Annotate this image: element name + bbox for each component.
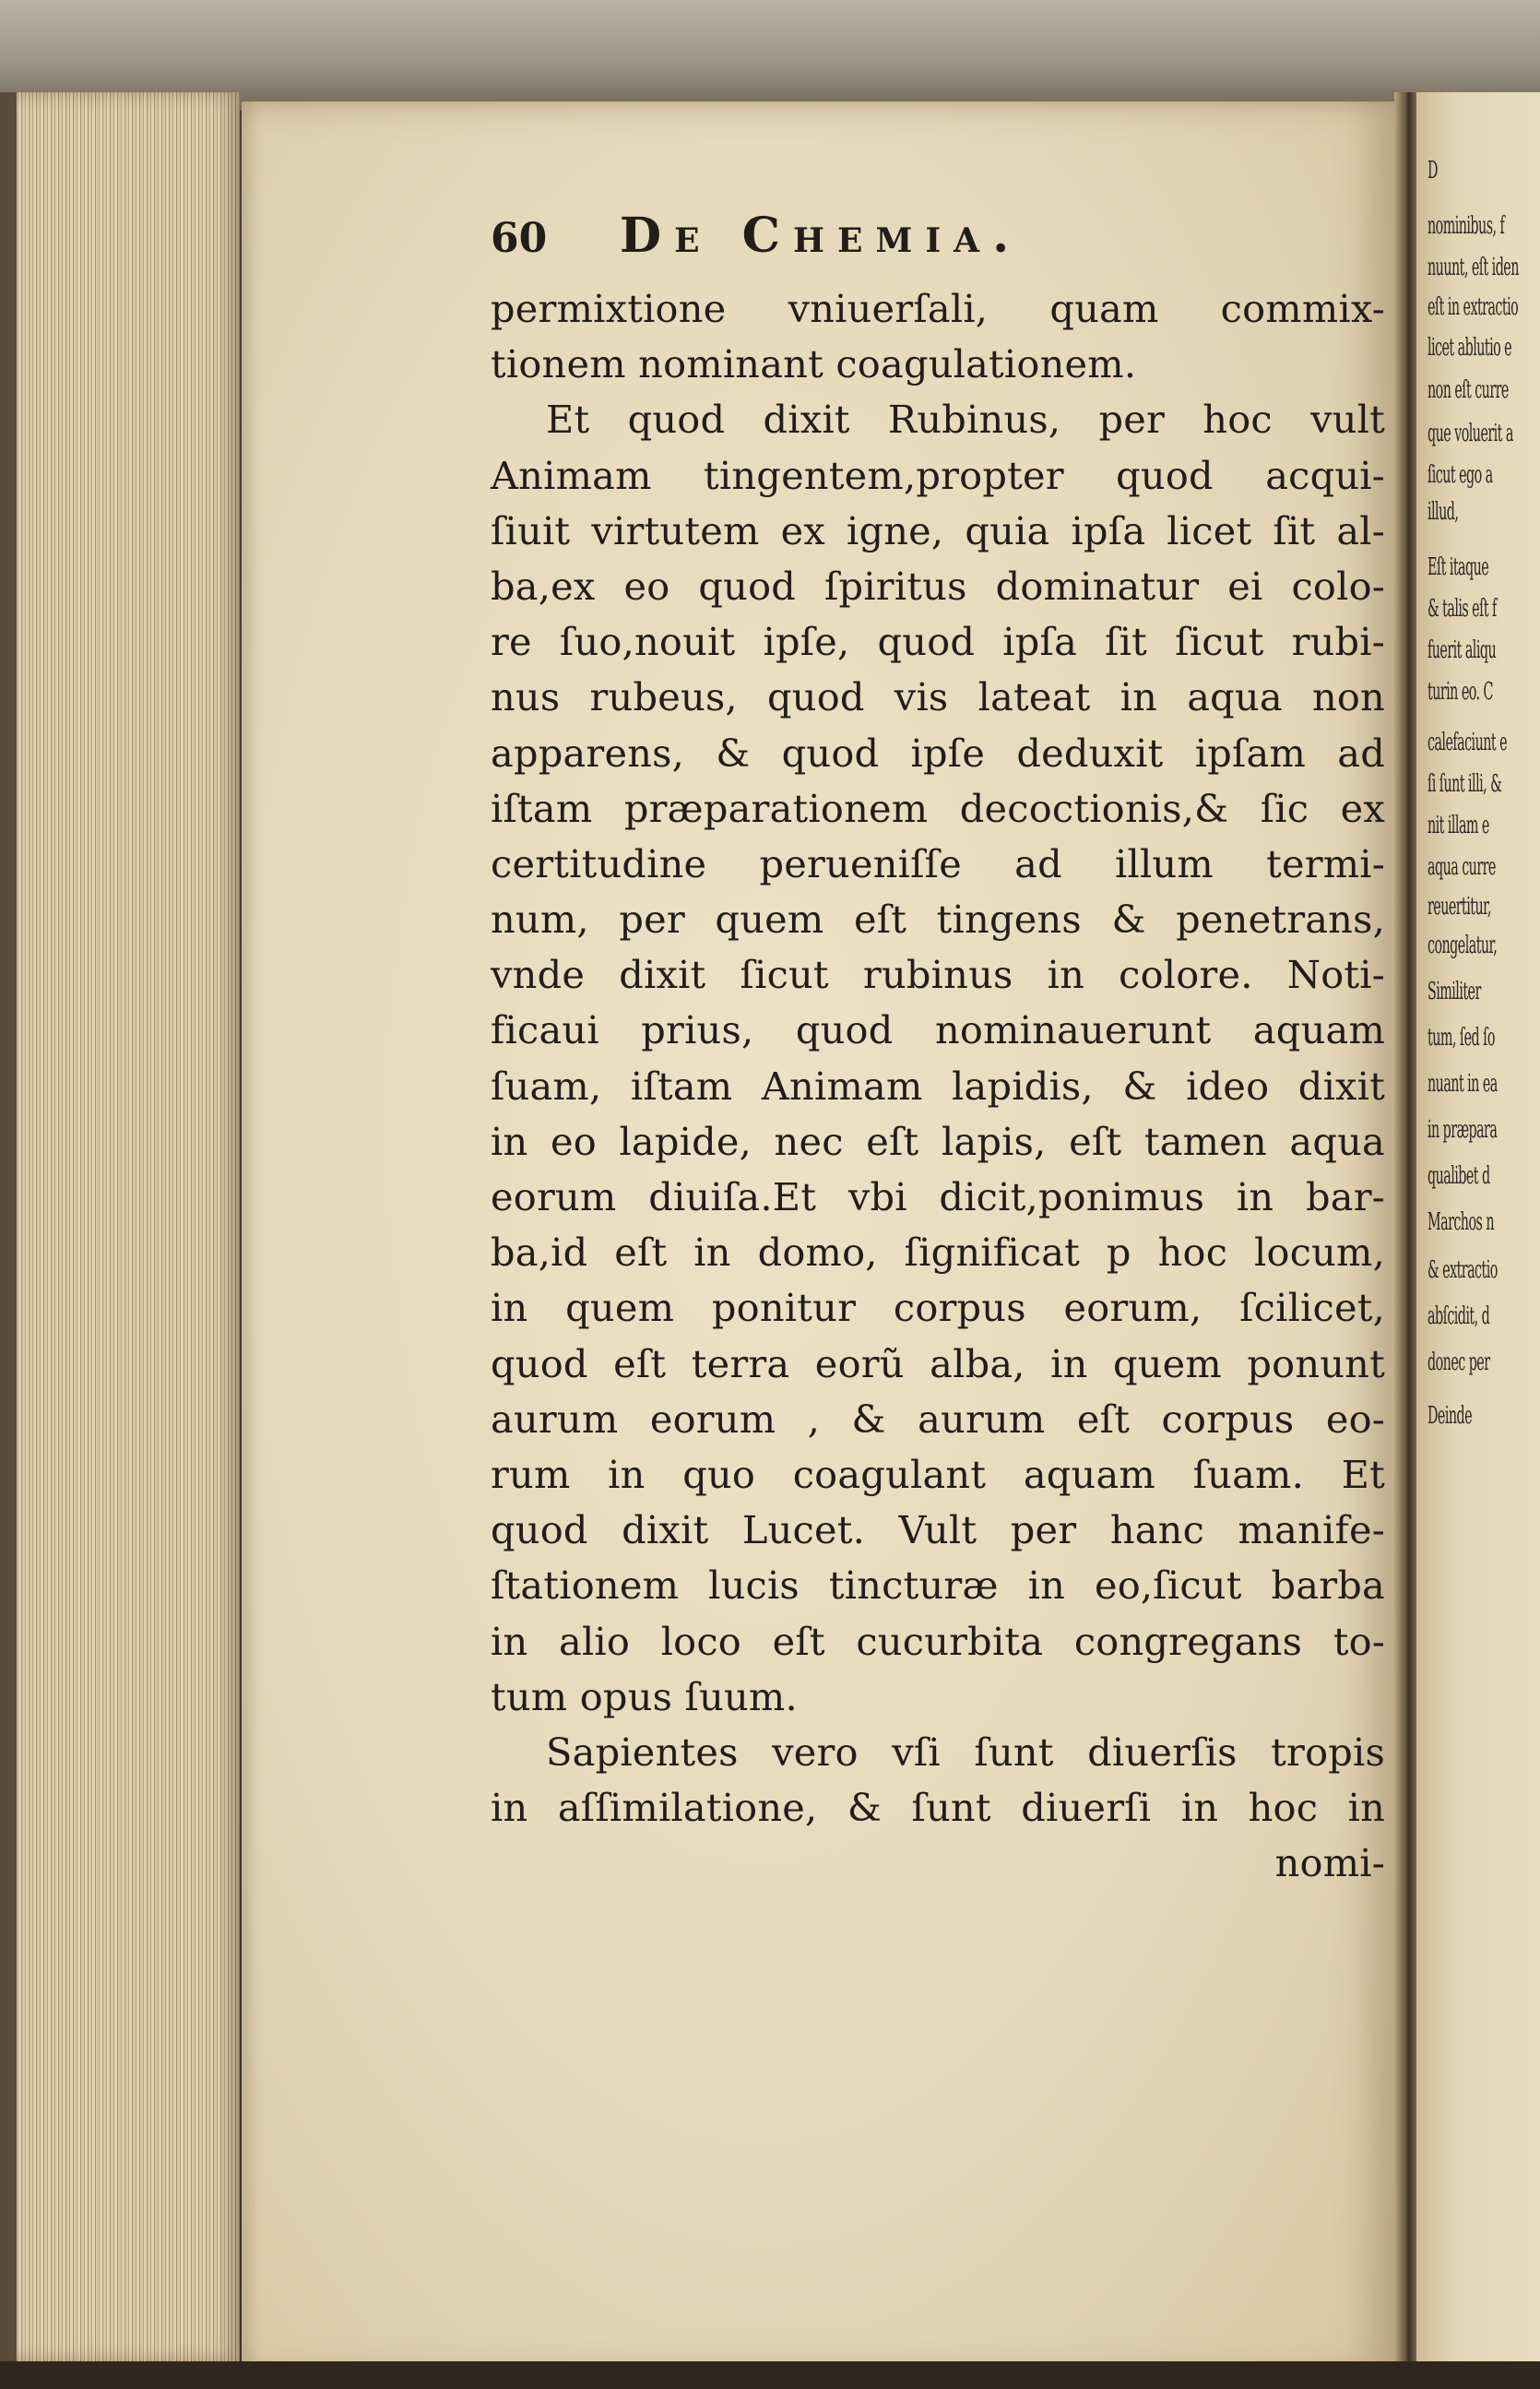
text-line: ſiuit virtutem ex igne, quia ipſa licet ſit al- bbox=[491, 507, 1385, 553]
facing-page-line: que voluerit a bbox=[1427, 420, 1513, 447]
text-line: tum opus ſuum. bbox=[491, 1673, 798, 1719]
text-line: apparens, & quod ipſe deduxit ipſam ad bbox=[491, 730, 1385, 776]
text-line: Et quod dixit Rubinus, per hoc vult bbox=[546, 397, 1385, 443]
text-line: ba,id eſt in domo, ſignificat p hoc locum, bbox=[491, 1230, 1385, 1276]
text-line: in alio loco eſt cucurbita congregans to- bbox=[491, 1618, 1385, 1664]
facing-page bbox=[1416, 92, 1540, 2361]
facing-page-line: eſt in extractio bbox=[1427, 293, 1519, 321]
text-line: permixtione vniuerſali, quam commix- bbox=[491, 286, 1385, 331]
facing-page-line: abſcidit, d bbox=[1427, 1302, 1490, 1330]
facing-page-line: ſi ſunt illi, & bbox=[1427, 770, 1502, 798]
facing-page-line: donec per bbox=[1427, 1349, 1490, 1376]
page-number: 60 bbox=[491, 215, 548, 262]
running-head-title: De Chemia. bbox=[620, 208, 1023, 264]
facing-page-line: ſicut ego a bbox=[1427, 461, 1493, 489]
facing-page-line: Deinde bbox=[1427, 1402, 1473, 1430]
facing-page-line: & extractio bbox=[1427, 1256, 1498, 1284]
facing-page-line: licet ablutio e bbox=[1427, 334, 1512, 362]
text-line: eorum diuiſa.Et vbi dicit,ponimus in bar- bbox=[491, 1174, 1385, 1219]
bottom-shadow bbox=[0, 2361, 1540, 2389]
text-line: rum in quo coagulant aquam ſuam. Et bbox=[491, 1451, 1385, 1497]
body-text bbox=[491, 281, 1385, 1836]
facing-page-line: fuerit aliqu bbox=[1427, 636, 1497, 664]
text-line: tionem nominant coagulationem. bbox=[491, 341, 1137, 387]
facing-page-line: tum, ſed ſo bbox=[1427, 1024, 1495, 1052]
text-line: quod dixit Lucet. Vult per hanc manife- bbox=[491, 1507, 1385, 1553]
facing-page-line: Eſt itaque bbox=[1427, 553, 1489, 581]
facing-page-line: D bbox=[1427, 157, 1438, 184]
facing-page-line: congelatur, bbox=[1427, 932, 1498, 959]
text-line: Sapientes vero vſi ſunt diuerſis tropis bbox=[546, 1729, 1385, 1775]
facing-page-line: reuertitur, bbox=[1427, 893, 1491, 921]
facing-page-line: calefaciunt e bbox=[1427, 729, 1507, 756]
text-line: aurum eorum , & aurum eſt corpus eo- bbox=[491, 1396, 1385, 1442]
book-gutter bbox=[1394, 92, 1418, 2371]
page-block-edges bbox=[0, 92, 240, 2361]
facing-page-line: illud, bbox=[1427, 498, 1459, 526]
text-line: num, per quem eſt tingens & penetrans, bbox=[491, 897, 1385, 943]
facing-page-line: nit illam e bbox=[1427, 812, 1489, 839]
text-line: in quem ponitur corpus eorum, ſcilicet, bbox=[491, 1285, 1385, 1331]
facing-page-line: in præpara bbox=[1427, 1116, 1498, 1144]
text-line: ſuam, iſtam Animam lapidis, & ideo dixit bbox=[491, 1063, 1385, 1109]
facing-page-line: aqua curre bbox=[1427, 853, 1496, 881]
facing-page-line: Marchos n bbox=[1427, 1208, 1494, 1236]
facing-page-line: nominibus, f bbox=[1427, 212, 1505, 240]
text-line: vnde dixit ſicut rubinus in colore. Noti- bbox=[491, 952, 1385, 998]
facing-page-line: qualibet d bbox=[1427, 1162, 1490, 1190]
text-line: Animam tingentem,propter quod acqui- bbox=[491, 452, 1385, 498]
facing-page-line: & talis eſt f bbox=[1427, 595, 1497, 623]
text-line: nus rubeus, quod vis lateat in aqua non bbox=[491, 674, 1385, 720]
text-line: in eo lapide, nec eſt lapis, eſt tamen aqua bbox=[491, 1118, 1385, 1164]
text-line: ficaui prius, quod nominauerunt aquam bbox=[491, 1007, 1385, 1053]
running-head bbox=[491, 208, 1385, 272]
text-line: certitudine perueniſſe ad illum termi- bbox=[491, 840, 1385, 886]
text-line: ſtationem lucis tincturæ in eo,ſicut barba bbox=[491, 1563, 1385, 1609]
text-line: quod eſt terra eorũ alba, in quem ponunt bbox=[491, 1340, 1385, 1386]
text-line: ba,ex eo quod ſpiritus dominatur ei colo- bbox=[491, 563, 1385, 609]
text-line: in aſſimilatione, & ſunt diuerſi in hoc in bbox=[491, 1785, 1385, 1831]
catchword: nomi- bbox=[1274, 1840, 1385, 1886]
facing-page-line: non eſt curre bbox=[1427, 376, 1509, 404]
facing-page-line: turin eo. C bbox=[1427, 678, 1493, 706]
page-text-block bbox=[491, 208, 1385, 1891]
facing-page-line: nuant in ea bbox=[1427, 1070, 1498, 1098]
text-line: iſtam præparationem decoctionis,& ſic ex bbox=[491, 785, 1385, 831]
book-cover-edge bbox=[0, 92, 17, 2361]
facing-page-line: nuunt, eſt iden bbox=[1427, 254, 1519, 281]
facing-page-line: Similiter bbox=[1427, 978, 1481, 1005]
text-line: re ſuo,nouit ipſe, quod ipſa ſit ſicut rubi- bbox=[491, 619, 1385, 665]
